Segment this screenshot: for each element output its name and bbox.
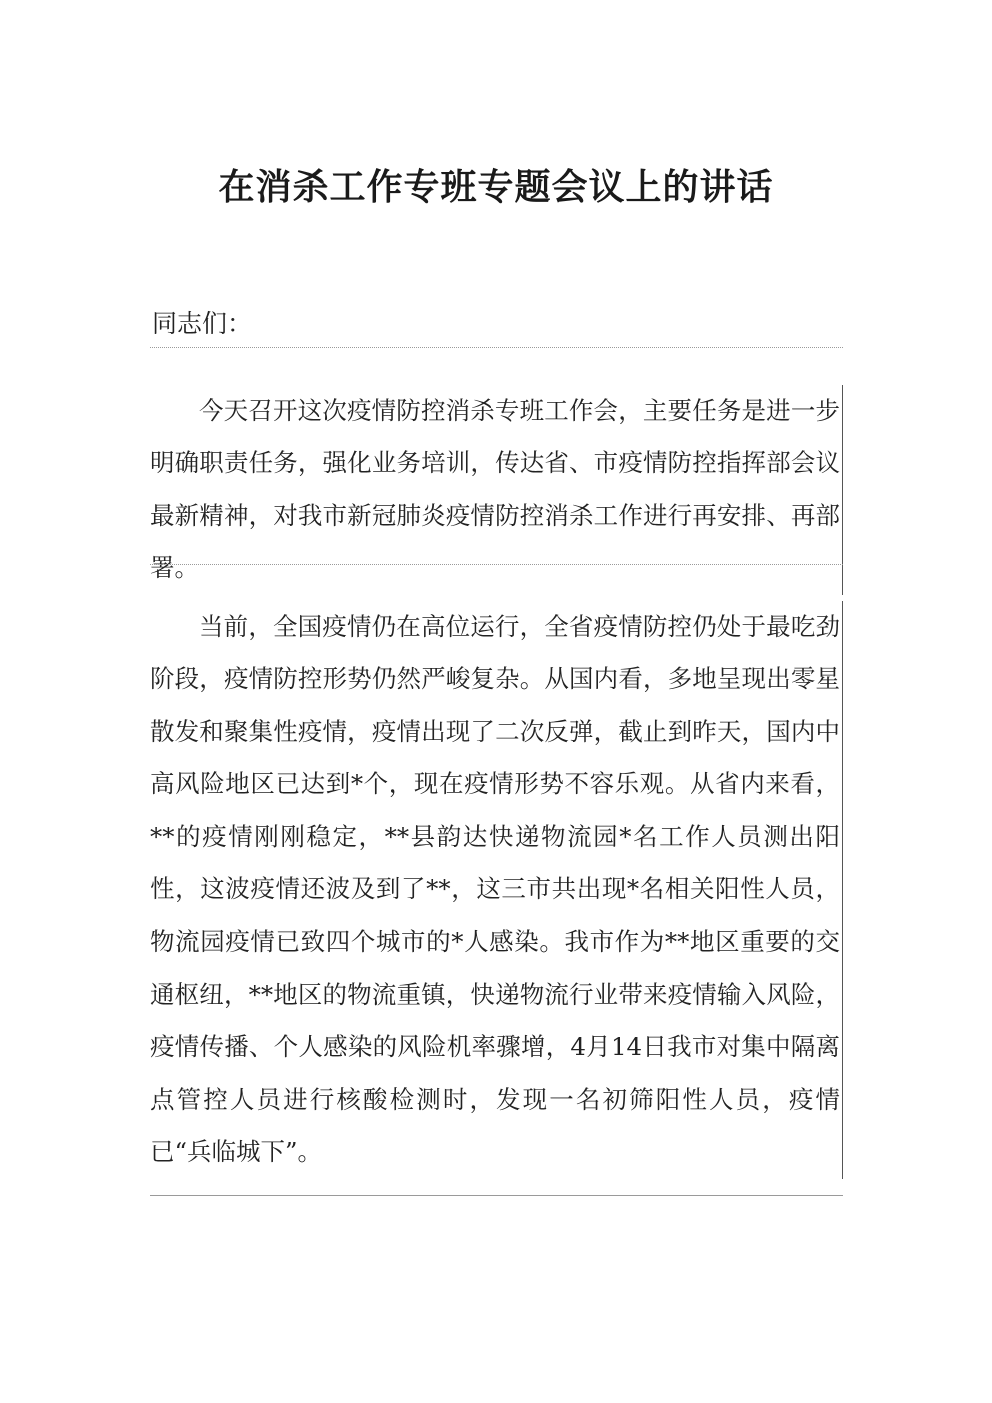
dotted-divider-top: [150, 347, 843, 348]
bottom-divider: [150, 1195, 843, 1196]
salutation: 同志们：: [152, 309, 253, 338]
paragraph-2: 当前，全国疫情仍在高位运行，全省疫情防控仍处于最吃劲阶段，疫情防控形势仍然严峻复杂。从国内看，多地呈现出零星散发和聚集性疫情，疫情出现了二次反弹，截止到昨天，国内中高风险地区已达到*个，现在疫情形势不容乐观。从省内来看，**的疫情刚刚稳定，**县韵达快递物流园*名工作人员测出阳性，这波疫情还波及到了**，这三市共出现*名相关阳性人员，物流园疫情已致四个城市的*人感染。我市作为**地区重要的交通枢纽，**地区的物流重镇，快递物流行业带来疫情输入风险，疫情传播、个人感染的风险机率骤增，4月14日我市对集中隔离点管控人员进行核酸检测时，发现一名初筛阳性人员，疫情已“兵临城下”。: [150, 601, 843, 1180]
paragraph-1: 今天召开这次疫情防控消杀专班工作会，主要任务是进一步明确职责任务，强化业务培训，传达省、市疫情防控指挥部会议最新精神，对我市新冠肺炎疫情防控消杀工作进行再安排、再部署。: [150, 385, 843, 595]
dotted-divider-middle: [150, 564, 843, 565]
document-title: 在消杀工作专班专题会议上的讲话: [218, 166, 774, 208]
